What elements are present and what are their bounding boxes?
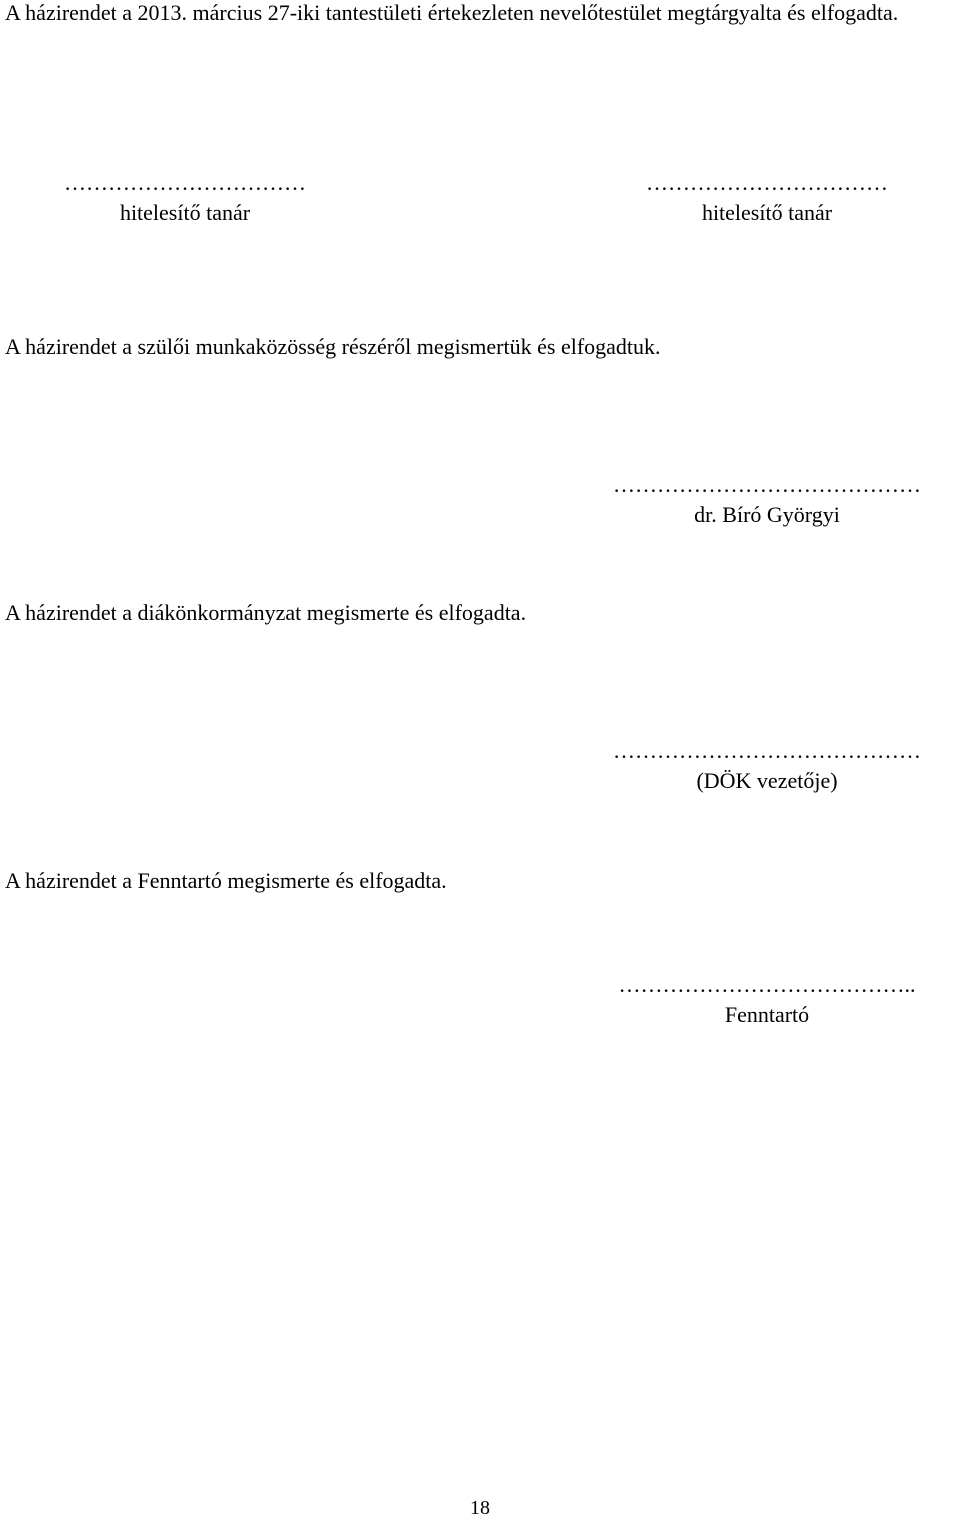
signature-label: (DÖK vezetője) (696, 768, 838, 793)
signature-line: …………………………………… (613, 738, 921, 763)
signature-block-parents-rep (582, 470, 952, 530)
maintainer-approval-statement: A házirendet a Fenntartó megismerte és elfogadta. (5, 868, 447, 893)
signature-line: …………………………… (646, 170, 888, 195)
signature-label: Fenntartó (724, 1002, 810, 1027)
signature-line: …………………………………… (613, 472, 921, 497)
signature-line: …………………………… (64, 170, 306, 195)
signature-block-maintainer (582, 970, 952, 1030)
teacher-approval-statement: A házirendet a 2013. március 27-iki tantestületi értekezleten nevelőtestület megtárgyalta és elfogadta. (5, 0, 899, 25)
signature-block-teacher-left (40, 168, 330, 228)
signature-block-teacher-right (622, 168, 912, 228)
parents-approval-statement: A házirendet a szülői munkaközösség részéről megismertük és elfogadtuk. (5, 334, 661, 359)
signature-label: hitelesítő tanár (701, 200, 833, 225)
students-approval-statement: A házirendet a diákönkormányzat megismerte és elfogadta. (5, 600, 527, 625)
signature-label: hitelesítő tanár (119, 200, 251, 225)
page-number: 18 (470, 1497, 490, 1519)
signature-label: dr. Bíró Györgyi (694, 502, 840, 527)
signature-line: ………………………………….. (618, 972, 916, 997)
signature-block-dok-leader (582, 736, 952, 796)
